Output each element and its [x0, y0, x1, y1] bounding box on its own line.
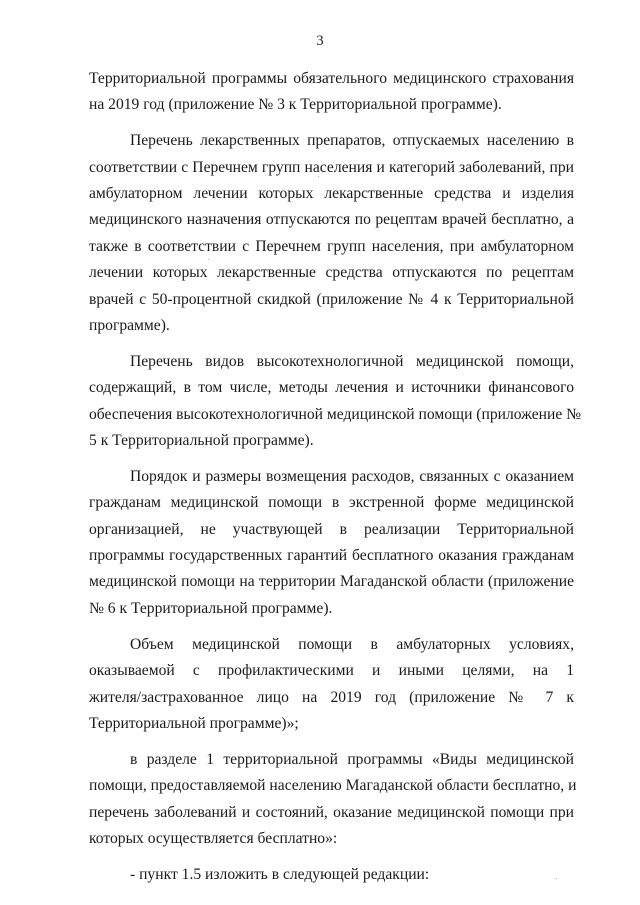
text-line: Перечень лекарственных препаратов, отпускаемых населению в [130, 132, 574, 150]
text-line: Порядок и размеры возмещения расходов, связанных с оказанием [130, 467, 574, 485]
text-line: содержащий, в том числе, методы лечения и источники финансового [89, 379, 574, 397]
text-line: Территориальной программы обязательного медицинского страхования [89, 70, 574, 87]
text-line: в разделе 1 территориальной программы «Виды медицинской [130, 750, 574, 768]
text-line: соответствии с Перечнем групп населения и категорий заболеваний, при [89, 158, 574, 176]
paragraph [89, 862, 574, 888]
text-line: амбулаторном лечении которых лекарственные средства и изделия [89, 185, 574, 203]
text-line: на 2019 год (приложение № 3 к Территориальной программе). [89, 96, 502, 114]
page-number: 3 [316, 33, 324, 49]
paragraph [89, 128, 574, 339]
scan-speck [318, 176, 319, 177]
text-line: 5 к Территориальной программе). [89, 432, 314, 450]
text-line: Объем медицинской помощи в амбулаторных условиях, [130, 635, 574, 653]
text-line: также в соответствии с Перечнем групп населения, при амбулаторном [89, 237, 574, 255]
text-line: - пункт 1.5 изложить в следующей редакции: [130, 865, 430, 883]
text-line: медицинского назначения отпускаются по рецептам врачей бесплатно, а [89, 211, 574, 229]
text-line: гражданам медицинской помощи в экстренной форме медицинской [89, 494, 574, 512]
text-line: медицинской помощи на территории Магаданской области (приложение [89, 573, 574, 591]
text-line: обеспечения высокотехнологичной медицинской помощи (приложение № [89, 405, 582, 423]
text-line: лечении которых лекарственные средства отпускаются по рецептам [89, 264, 574, 282]
text-line: которых осуществляется бесплатно»: [89, 829, 338, 847]
text-line: Территориальной программе)»; [89, 714, 299, 732]
text-line: оказываемой с профилактическими и иными целями, на 1 [89, 662, 574, 680]
scan-speck [208, 259, 209, 260]
text-line: врачей с 50-процентной скидкой (приложение № 4 к Территориальной [89, 290, 574, 308]
text-line: № 6 к Территориальной программе). [89, 599, 333, 617]
text-line: организацией, не участвующей в реализации Территориальной [89, 520, 574, 538]
paragraph [89, 66, 574, 119]
text-line: перечень заболеваний и состояний, оказание медицинской помощи при [89, 803, 574, 821]
document-body [89, 66, 582, 898]
paragraph [89, 464, 574, 622]
text-line: помощи, предоставляемой населению Магаданской области бесплатно, и [89, 777, 577, 795]
text-line: жителя/застрахованное лицо на 2019 год (приложение № 7 к [89, 688, 574, 706]
scan-speck [556, 878, 557, 879]
text-line: Перечень видов высокотехнологичной медицинской помощи, [130, 352, 574, 370]
text-line: программы государственных гарантий бесплатного оказания гражданам [89, 547, 574, 565]
paragraph [89, 632, 574, 738]
paragraph [89, 747, 577, 853]
paragraph [89, 349, 582, 455]
text-line: программе). [89, 317, 170, 335]
